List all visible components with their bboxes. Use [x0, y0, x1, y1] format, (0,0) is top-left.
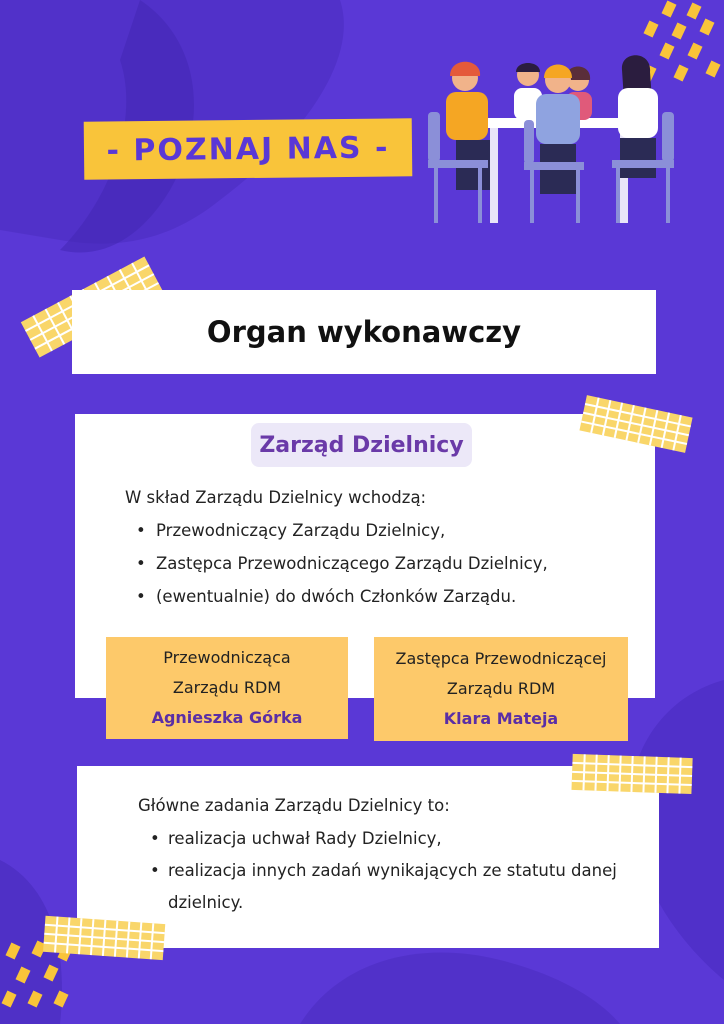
list-item: • realizacja uchwał Rady Dzielnicy,: [150, 823, 628, 855]
list-item: • realizacja innych zadań wynikających ze statutu danej dzielnicy.: [150, 855, 628, 919]
section-title-text: Organ wykonawczy: [206, 315, 522, 349]
official-name: Klara Mateja: [443, 709, 559, 728]
official-role-line2: Zarządu RDM: [446, 679, 556, 698]
tasks-intro: Główne zadania Zarządu Dzielnicy to:: [138, 796, 450, 815]
board-name-text: Zarząd Dzielnicy: [259, 432, 464, 458]
official-card-deputy: [374, 637, 628, 741]
official-role-line1: Zastępca Przewodniczącej: [395, 649, 607, 668]
official-name: Agnieszka Górka: [151, 708, 303, 727]
official-role-line1: Przewodnicząca: [163, 648, 291, 667]
washi-tape-decoration-bottom: [40, 910, 170, 970]
official-role-line2: Zarządu RDM: [172, 678, 282, 697]
tasks-list: [150, 823, 628, 919]
washi-tape-decoration-right: [576, 384, 696, 464]
list-item: • Zastępca Przewodniczącego Zarządu Dzielnicy,: [136, 549, 548, 582]
section-tag-text: - POZNAJ NAS -: [106, 130, 390, 168]
board-members-list: [136, 516, 548, 615]
washi-tape-decoration-tasks: [568, 748, 698, 804]
list-item: • (ewentualnie) do dwóch Członków Zarządu.: [136, 582, 548, 615]
board-name-pill: [251, 423, 472, 467]
list-item: • Przewodniczący Zarządu Dzielnicy,: [136, 516, 548, 549]
team-meeting-illustration: [420, 50, 690, 230]
section-tag-banner: [84, 118, 413, 179]
official-card-chair: [106, 637, 348, 739]
section-title: [72, 290, 656, 374]
board-intro: W skład Zarządu Dzielnicy wchodzą:: [125, 488, 427, 507]
